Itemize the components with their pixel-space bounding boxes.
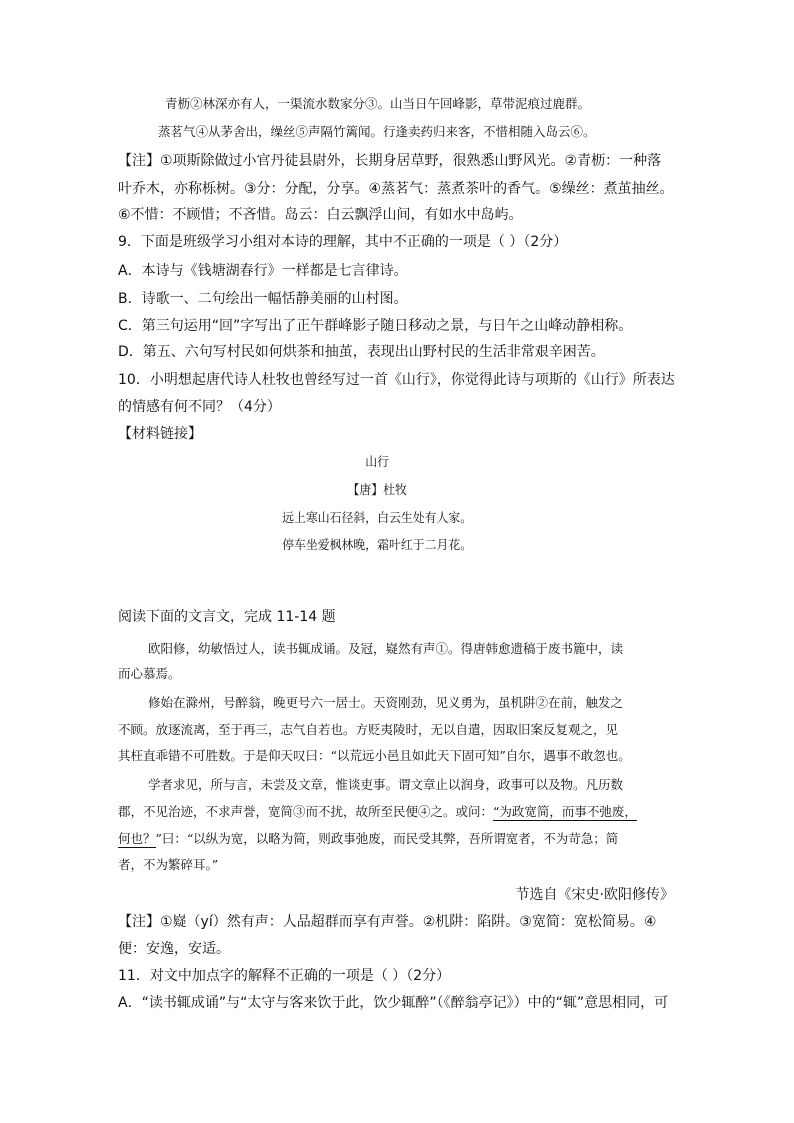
underlined-question-part-2: 何也？: [118, 831, 156, 846]
q10-line-2: 的情感有何不同？（4分）: [118, 399, 281, 415]
note-top-line-2: 叶乔木，亦称栎树。③分：分配，分享。④蒸茗气：蒸煮茶叶的香气。⑤缲丝：煮茧抽丝。: [118, 181, 674, 197]
classical-p3-line-2-text: 郡，不见治迹，不求声誉，宽简③而不扰，故所至民便④之。或问：: [118, 804, 494, 819]
classical-p1-line-1: 欧阳修，幼敏悟过人，读书辄成诵。及冠，嶷然有声①。得唐韩愈遗稿于废书簏中，读: [148, 641, 624, 656]
material-poem-line-1: 远上寒山石径斜，白云生处有人家。: [282, 510, 473, 525]
classical-p3-line-1: 学者求见，所与言，未尝及文章，惟谈吏事。谓文章止以润身，政事可以及物。凡历数: [148, 777, 624, 792]
note-top-line-3: ⑥不惜：不顾惜；不吝惜。岛云：白云飘浮山间，有如水中岛屿。: [118, 207, 523, 223]
q9-option-d: D．第五、六句写村民如何烘茶和抽茧，表现出山野村民的生活非常艰辛困苦。: [118, 344, 605, 360]
underlined-question-part-1: “为政宽简，而事不弛废，: [493, 804, 637, 819]
classical-intro: 阅读下面的文言文，完成 11-14 题: [118, 609, 336, 625]
material-poem-author: 【唐】杜牧: [347, 482, 407, 497]
material-poem-line-2: 停车坐爱枫林晚，霜叶红于二月花。: [282, 537, 473, 552]
note-bottom-line-1: 【注】①嶷（yí）然有声：人品超群而享有声誉。②机阱：陷阱。③宽简：宽松简易。④: [118, 914, 657, 930]
q9-option-a: A．本诗与《钱塘湖春行》一样都是七言律诗。: [118, 263, 408, 279]
classical-p3-line-3: [118, 831, 618, 847]
q9-option-c: C．第三句运用“回”字写出了正午群峰影子随日移动之景，与日午之山峰动静相称。: [118, 318, 633, 334]
classical-p2-line-3: 其枉直乖错不可胜数。于是仰天叹曰：“以荒远小邑且如此天下固可知”自尔，遇事不敢忽也。: [118, 748, 631, 763]
material-label: 【材料链接】: [118, 426, 202, 442]
classical-p2-line-1: 修始在滁州，号醉翁，晚更号六一居士。天资刚劲，见义勇为，虽机阱②在前，触发之: [148, 695, 624, 710]
q11-stem: 11．对文中加点字的解释不正确的一项是（ ）（2分）: [118, 968, 451, 984]
q9-stem: 9．下面是班级学习小组对本诗的理解，其中不正确的一项是（ ）（2分）: [118, 234, 568, 250]
source-citation: 节选自《宋史·欧阳修传》: [515, 887, 674, 903]
classical-p2-line-2: 不顾。放逐流离，至于再三，志气自若也。方贬夷陵时，无以自遣，因取旧案反复观之，见: [118, 722, 619, 737]
poem-line-1: 青枥②林深亦有人，一渠流水数家分③。山当日午回峰影，草带泥痕过鹿群。: [165, 96, 591, 111]
classical-p1-line-2: 而心慕焉。: [118, 666, 181, 681]
classical-p3-line-4: 者，不为繁碎耳。”: [118, 857, 219, 872]
q11-option-a: A．“读书辄成诵”与“太守与客来饮于此，饮少辄醉”（《醉翁亭记》）中的“辄”意思相同，可: [118, 995, 669, 1011]
classical-p3-line-3-text: ”曰：“以纵为宽，以略为简，则政事弛废，而民受其弊，吾所谓宽者，不为苛急；简: [155, 831, 619, 846]
material-poem-title: 山行: [365, 454, 390, 469]
poem-line-2: 蒸茗气④从茅舍出，缲丝⑤声隔竹篱闻。行逢卖药归来客，不惜相随入岛云⑥。: [158, 124, 596, 139]
classical-p3-line-2: [118, 804, 637, 820]
note-bottom-line-2: 便：安逸，安适。: [118, 941, 230, 957]
q9-option-b: B．诗歌一、二句绘出一幅恬静美丽的山村图。: [118, 291, 408, 307]
note-top-line-1: 【注】①项斯除做过小官丹徒县尉外，长期身居草野，很熟悉山野风光。②青枥：一种落: [118, 153, 662, 169]
q10-line-1: 10．小明想起唐代诗人杜牧也曾经写过一首《山行》，你觉得此诗与项斯的《山行》所表达: [118, 372, 675, 388]
